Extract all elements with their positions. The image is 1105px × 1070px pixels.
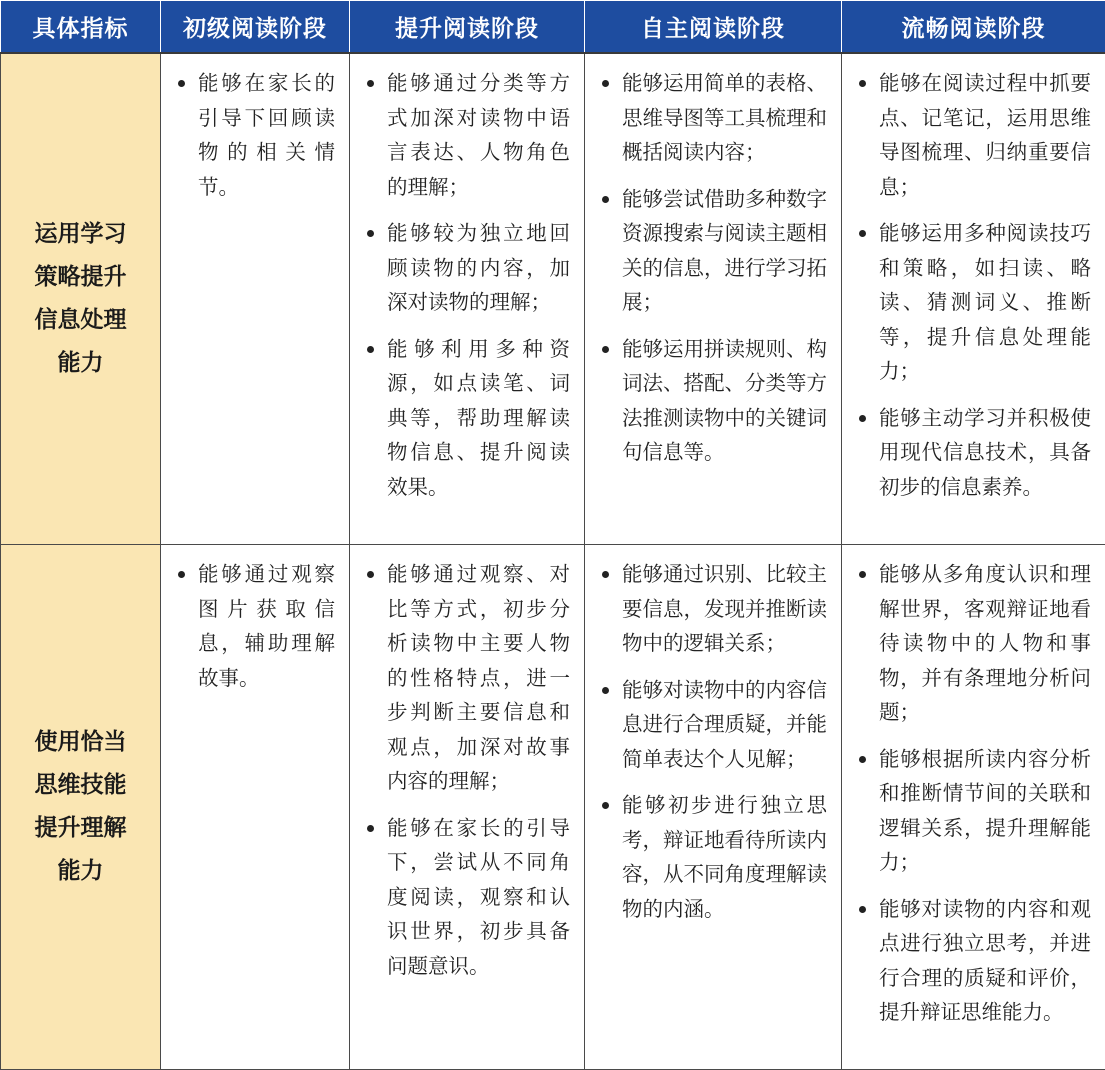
list-item: 能够运用拼读规则、构词法、搭配、分类等方法推测读物中的关键词句信息等。	[599, 332, 827, 470]
table-row	[1, 545, 1105, 1070]
list-item: 能够对读物的内容和观点进行独立思考，并进行合理的质疑和评价，提升辩证思维能力。	[856, 892, 1091, 1030]
list-item: 能够通过识别、比较主要信息，发现并推断读物中的逻辑关系；	[599, 557, 827, 661]
list-item: 能够尝试借助多种数字资源搜索与阅读主题相关的信息，进行学习拓展；	[599, 182, 827, 320]
list-item: 能够主动学习并积极使用现代信息技术，具备初步的信息素养。	[856, 401, 1091, 505]
header-stage-improving: 提升阅读阶段	[350, 1, 585, 54]
stage-cell	[161, 545, 350, 1070]
list-item: 能够对读物中的内容信息进行合理质疑，并能简单表达个人见解；	[599, 673, 827, 777]
table-row	[1, 53, 1105, 545]
header-indicator: 具体指标	[1, 1, 161, 54]
list-item: 能够运用多种阅读技巧和策略，如扫读、略读、猜测词义、推断等，提升信息处理能力；	[856, 216, 1091, 389]
list-item: 能够根据所读内容分析和推断情节间的关联和逻辑关系，提升理解能力；	[856, 742, 1091, 880]
list-item: 能够从多角度认识和理解世界，客观辩证地看待读物中的人物和事物，并有条理地分析问题；	[856, 557, 1091, 730]
list-item: 能够较为独立地回顾读物的内容，加深对读物的理解；	[364, 216, 570, 320]
list-item: 能够在家长的引导下，尝试从不同角度阅读，观察和认识世界，初步具备问题意识。	[364, 811, 570, 984]
stage-cell	[350, 545, 585, 1070]
indicator-label: 运用学习策略提升信息处理能力	[34, 221, 127, 376]
stage-cell	[350, 53, 585, 545]
list-item: 能够通过观察、对比等方式，初步分析读物中主要人物的性格特点，进一步判断主要信息和观点，加深对故事内容的理解；	[364, 557, 570, 799]
header-stage-fluent: 流畅阅读阶段	[842, 1, 1105, 54]
stage-cell	[585, 53, 842, 545]
list-item: 能够在阅读过程中抓要点、记笔记，运用思维导图梳理、归纳重要信息；	[856, 66, 1091, 204]
list-item: 能够运用简单的表格、思维导图等工具梳理和概括阅读内容；	[599, 66, 827, 170]
stage-cell	[842, 53, 1105, 545]
header-stage-independent: 自主阅读阶段	[585, 1, 842, 54]
list-item: 能够在家长的引导下回顾读物的相关情节。	[175, 66, 335, 204]
indicator-label: 使用恰当思维技能提升理解能力	[34, 729, 127, 884]
list-item: 能够通过分类等方式加深对读物中语言表达、人物角色的理解；	[364, 66, 570, 204]
stage-cell	[585, 545, 842, 1070]
header-row	[1, 1, 1105, 54]
indicator-cell	[1, 545, 161, 1070]
list-item: 能够利用多种资源，如点读笔、词典等，帮助理解读物信息、提升阅读效果。	[364, 332, 570, 505]
list-item: 能够通过观察图片获取信息，辅助理解故事。	[175, 557, 335, 695]
stage-cell	[842, 545, 1105, 1070]
list-item: 能够初步进行独立思考，辩证地看待所读内容，从不同角度理解读物的内涵。	[599, 788, 827, 926]
indicator-cell	[1, 53, 161, 545]
stage-cell	[161, 53, 350, 545]
header-stage-beginner: 初级阅读阶段	[161, 1, 350, 54]
